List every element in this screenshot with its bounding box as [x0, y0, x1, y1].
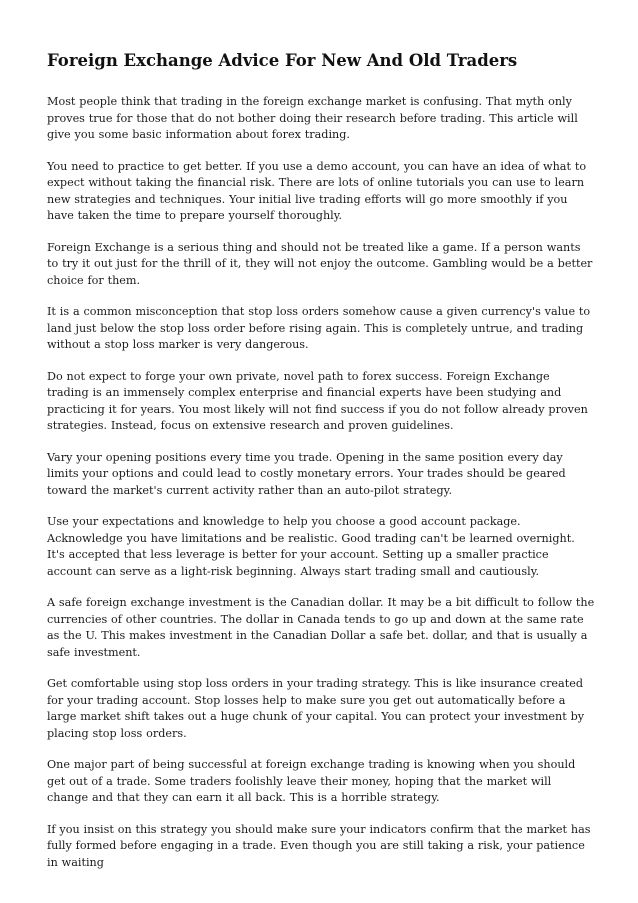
paragraph-11: If you insist on this strategy you should make sure your indicators confirm that the market has fully formed before engaging in a trade. Even though you are still taking a risk, your patience in waiting: [47, 822, 591, 869]
document-title: Foreign Exchange Advice For New And Old Traders: [47, 51, 518, 70]
paragraph-10: One major part of being successful at foreign exchange trading is knowing when you should get out of a trade. Some traders foolishly leave their money, hoping that the market will change and that they can earn it all back. This is a horrible strategy.: [47, 758, 576, 804]
paragraph-5: Do not expect to forge your own private, novel path to forex success. Foreign Exchange trading is an immensely complex enterprise and financial experts have been studying and practicing it for years. You most likely will not find success if you do not follow already proven strategies. Instead, focus on extensive research and proven guidelines.: [47, 369, 588, 432]
paragraph-6: Vary your opening positions every time you trade. Opening in the same position every day limits your options and could lead to costly monetary errors. Your trades should be geared toward the market's current activity rather than an auto-pilot strategy.: [47, 450, 566, 497]
paragraph-1: Most people think that trading in the foreign exchange market is confusing. That myth only proves true for those that do not bother doing their research before trading. This article will give you some basic information about forex trading.: [47, 95, 578, 141]
paragraph-8: A safe foreign exchange investment is the Canadian dollar. It may be a bit difficult to follow the currencies of other countries. The dollar in Canada tends to go up and down at the same rate as the U. This makes investment in the Canadian Dollar a safe bet. dollar, and that is usually a safe investment.: [47, 596, 595, 659]
paragraph-9: Get comfortable using stop loss orders in your trading strategy. This is like insurance created for your trading account. Stop losses help to make sure you get out automatically before a large market shift takes out a huge chunk of your capital. You can protect your investment by placing stop loss orders.: [47, 677, 585, 740]
paragraph-4: It is a common misconception that stop loss orders somehow cause a given currency's value to land just below the stop loss order before rising again. This is completely untrue, and trading without a stop loss marker is very dangerous.: [47, 305, 591, 351]
document-page: [47, 50, 595, 886]
paragraph-3: Foreign Exchange is a serious thing and should not be treated like a game. If a person wants to try it out just for the thrill of it, they will not enjoy the outcome. Gambling would be a better choice for them.: [47, 240, 593, 287]
paragraph-7: Use your expectations and knowledge to help you choose a good account package. Acknowledge you have limitations and be realistic. Good trading can't be learned overnight. It's accepted that less leverage is better for your account. Setting up a smaller practice account can serve as a light-risk beginning. Always start trading small and cautiously.: [47, 515, 575, 578]
paragraph-2: You need to practice to get better. If you use a demo account, you can have an idea of what to expect without taking the financial risk. There are lots of online tutorials you can use to learn new strategies and techniques. Your initial live trading efforts will go more smoothly if you have taken the time to prepare yourself thoroughly.: [47, 159, 587, 222]
